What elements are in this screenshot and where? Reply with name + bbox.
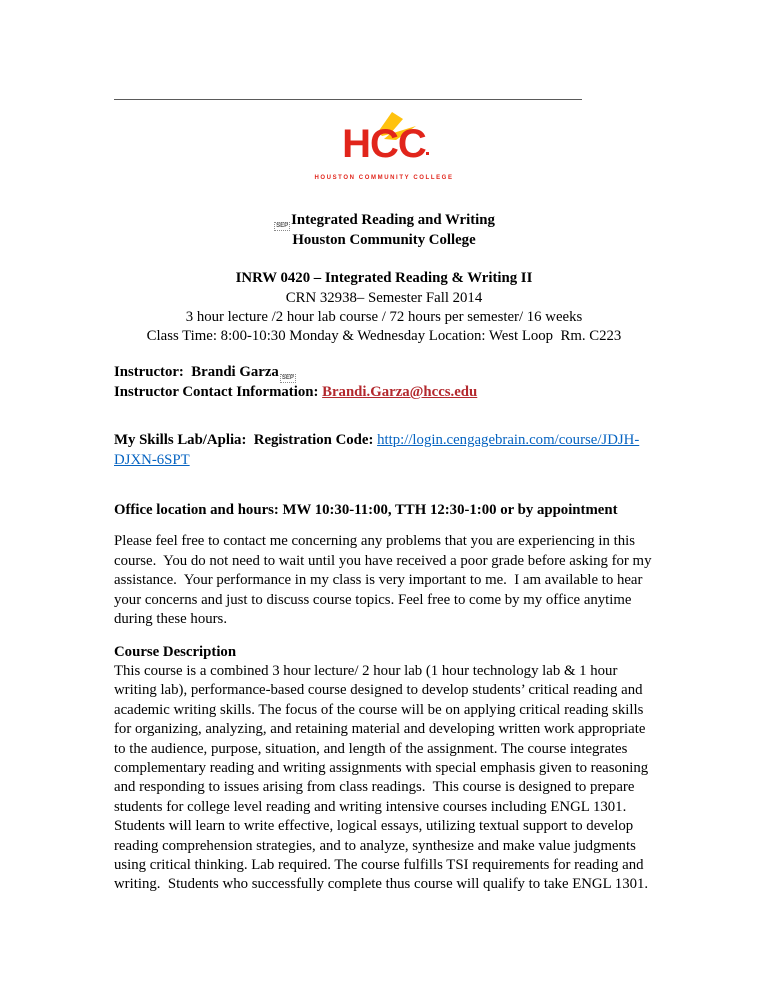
registration-code-link[interactable]: http://login.cengagebrain.com/course/JDJH-DJXN-6SPT [114, 432, 640, 468]
doc-title-line1-text: Integrated Reading and Writing [291, 211, 495, 228]
instructor-name-text: Instructor: Brandi Garza [114, 363, 279, 380]
instructor-contact-label: Instructor Contact Information: [114, 383, 323, 400]
hcc-logo [114, 110, 654, 189]
section-break-icon: SEP [281, 374, 294, 381]
instructor-contact-line [114, 383, 654, 402]
hcc-logo-text: HCC [342, 122, 426, 162]
class-time-line: Class Time: 8:00-10:30 Monday & Wednesday Location: West Loop Rm. C223 [146, 328, 622, 345]
section-break-icon: SEP [276, 222, 289, 229]
doc-title-line2: Houston Community College [292, 231, 476, 248]
course-description-body: This course is a combined 3 hour lecture/ 2 hour lab (1 hour technology lab & 1 hour writing lab), performance-based course designed to develop students’ critical reading and academic writing skills. The focus of the course will be on applying critical reading skills for organizing, analyzing, and retaining material and developing written work appropriate to the audience, purpose, situation, and length of the assignment. The course integrates complementary reading and writing assignments with special emphasis given to reasoning and responding to issues arising from class readings. This course is designed to prepare students for college level reading and writing intensive courses including ENGL 1301. Students will learn to write effective, logical essays, utilizing textual support to develop reading comprehension strategies, and to analyze, synthesize and make value judgments using critical thinking. Lab required. The course fulfills TSI requirements for reading and writing. Students who successfully complete thus course will qualify to take ENGL 1301. [114, 662, 652, 893]
skills-lab-label: My Skills Lab/Aplia: Registration Code: [114, 432, 378, 449]
hcc-logo-icon [328, 110, 440, 162]
office-hours-line: Office location and hours: MW 10:30-11:00, TTH 12:30-1:00 or by appointment [114, 502, 618, 519]
hours-line: 3 hour lecture /2 hour lab course / 72 hours per semester/ 16 weeks [185, 309, 583, 326]
course-title: INRW 0420 – Integrated Reading & Writing II [235, 270, 533, 287]
skills-lab-line [114, 431, 654, 470]
header-rule [114, 99, 582, 100]
doc-title-line1 [114, 211, 654, 231]
course-description-heading: Course Description [114, 643, 237, 660]
crn-line: CRN 32938– Semester Fall 2014 [285, 289, 483, 306]
instructor-email-link[interactable]: Brandi.Garza@hccs.edu [322, 383, 478, 400]
instructor-name-line [114, 363, 654, 383]
office-paragraph: Please feel free to contact me concerning any problems that you are experiencing in this course. You do not need to wait until you have received a poor grade before asking for my assistance. Your performance in my class is very important to me. I am available to hear your concerns and just to discuss course topics. Feel free to come by my office anytime during these hours. [114, 533, 656, 628]
hcc-logo-caption: HOUSTON COMMUNITY COLLEGE [314, 175, 454, 182]
